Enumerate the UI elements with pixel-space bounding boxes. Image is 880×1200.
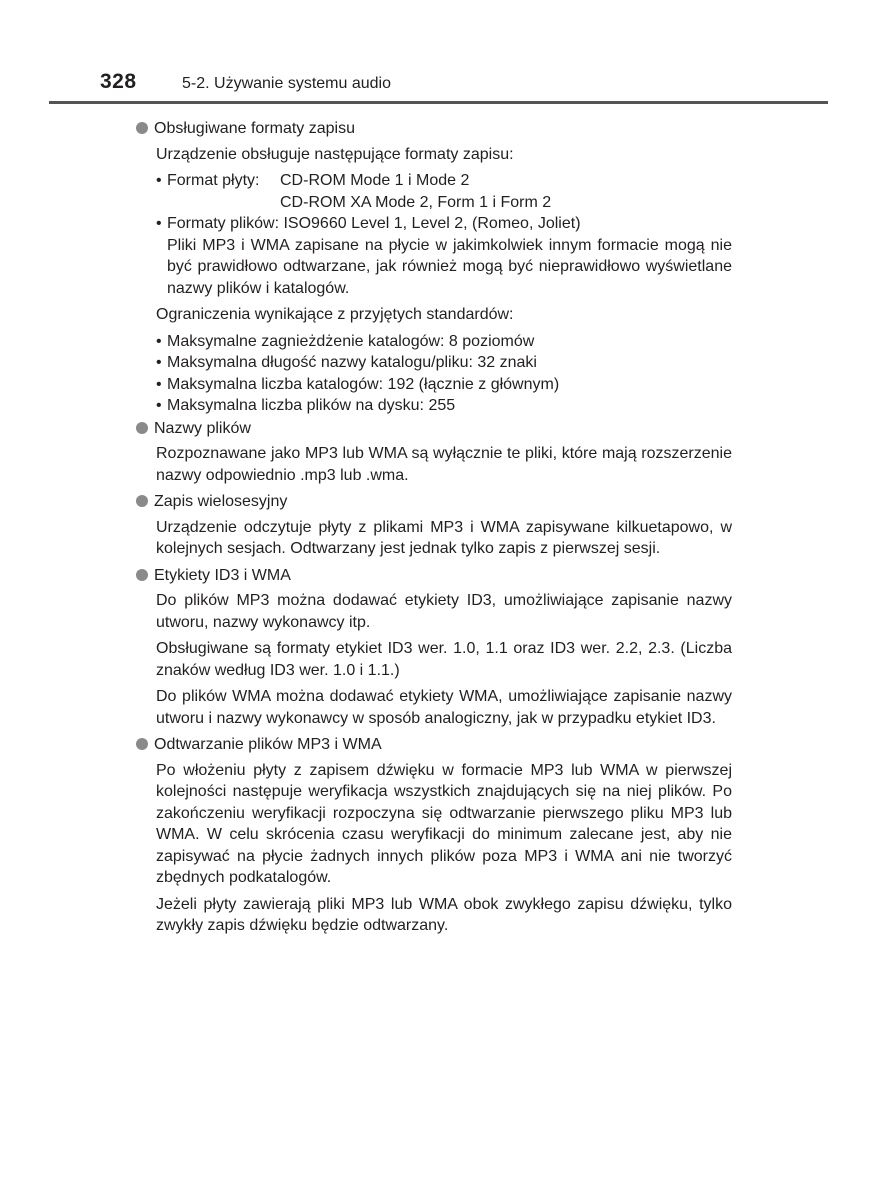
heading-bullet-icon [136, 495, 148, 507]
multisession-text: Urządzenie odczytuje płyty z plikami MP3 i WMA zapisywane kilkuetapowo, w kolejnych sesjach. Odtwarzany jest jednak tylko zapis z pierwszej sesji. [156, 518, 732, 557]
limits-list [156, 331, 732, 417]
list-item [156, 213, 732, 235]
page-number: 328 [100, 70, 137, 93]
file-format: Formaty plików: ISO9660 Level 1, Level 2, (Romeo, Joliet) [167, 215, 581, 232]
list-item: • Maksymalne zagnieżdżenie katalogów: 8 poziomów [156, 331, 732, 353]
heading-bullet-icon [136, 122, 148, 134]
section-title: 5-2. Używanie systemu audio [182, 75, 391, 92]
formats-list [156, 170, 732, 299]
heading-filenames: Nazwy plików [136, 418, 732, 440]
disc-format-line1: CD-ROM Mode 1 i Mode 2 [280, 172, 470, 189]
list-item: • Maksymalna liczba katalogów: 192 (łącznie z głównym) [156, 374, 732, 396]
list-item: • Maksymalna długość nazwy katalogu/pliku: 32 znaki [156, 352, 732, 374]
playback-paragraph-2: Jeżeli płyty zawierają pliki MP3 lub WMA obok zwykłego zapisu dźwięku, tylko zwykły zapis dźwięku będzie odtwarzany. [156, 895, 732, 934]
header-rule [49, 101, 828, 104]
id3-paragraph-3: Do plików WMA można dodawać etykiety WMA, umożliwiające zapisanie nazwy utworu i nazwy wykonawcy w sposób analogiczny, jak w przypadku etykiet ID3. [156, 688, 732, 727]
heading-bullet-icon [136, 422, 148, 434]
bullet-icon: • [156, 397, 162, 414]
disc-format-line2: CD-ROM XA Mode 2, Form 1 i Form 2 [280, 193, 552, 211]
formats-intro: Urządzenie obsługuje następujące formaty zapisu: [156, 145, 514, 163]
heading-bullet-icon [136, 569, 148, 581]
list-item: • Maksymalna liczba plików na dysku: 255 [156, 395, 732, 417]
heading-bullet-icon [136, 738, 148, 750]
bullet-icon: • [156, 332, 162, 350]
heading-formats: Obsługiwane formaty zapisu [136, 118, 732, 140]
limits-intro: Ograniczenia wynikające z przyjętych standardów: [156, 306, 514, 323]
bullet-icon: • [156, 375, 162, 393]
list-item [156, 170, 732, 213]
playback-paragraph-1: Po włożeniu płyty z zapisem dźwięku w formacie MP3 lub WMA w pierwszej kolejności następuje weryfikacja wszystkich znajdujących się na niej plików. Po zakończeniu weryfikacji rozpoczyna się odtwarzanie pierwszego pliku MP3 lub WMA. W celu skrócenia czasu weryfikacji do minimum zalecane jest, aby nie zapisywać na płycie żadnych innych plików poza MP3 i WMA ani nie tworzyć zbędnych podkatalogów. [156, 761, 732, 886]
bullet-icon: • [156, 172, 162, 189]
id3-paragraph-1: Do plików MP3 można dodawać etykiety ID3, umożliwiające zapisanie nazwy utworu, nazwy wykonawcy itp. [156, 592, 732, 631]
filenames-text: Rozpoznawane jako MP3 lub WMA są wyłącznie te pliki, które mają rozszerzenie nazwy odpowiednio .mp3 lub .wma. [156, 445, 732, 484]
id3-paragraph-2: Obsługiwane są formaty etykiet ID3 wer. 1.0, 1.1 oraz ID3 wer. 2.2, 2.3. (Liczba znaków według ID3 wer. 1.0 i 1.1.) [156, 640, 732, 679]
page-content [136, 117, 732, 937]
heading-multisession: Zapis wielosesyjny [136, 491, 732, 513]
heading-playback: Odtwarzanie plików MP3 i WMA [136, 734, 732, 756]
file-format-note: Pliki MP3 i WMA zapisane na płycie w jakimkolwiek innym formacie mogą nie być prawidłowo odtwarzane, jak również mogą być nieprawidłowo wyświetlane nazwy plików i katalogów. [167, 236, 732, 297]
bullet-icon: • [156, 354, 162, 371]
disc-format-label: Format płyty: [167, 172, 260, 189]
bullet-icon: • [156, 215, 162, 232]
heading-id3: Etykiety ID3 i WMA [136, 565, 732, 587]
